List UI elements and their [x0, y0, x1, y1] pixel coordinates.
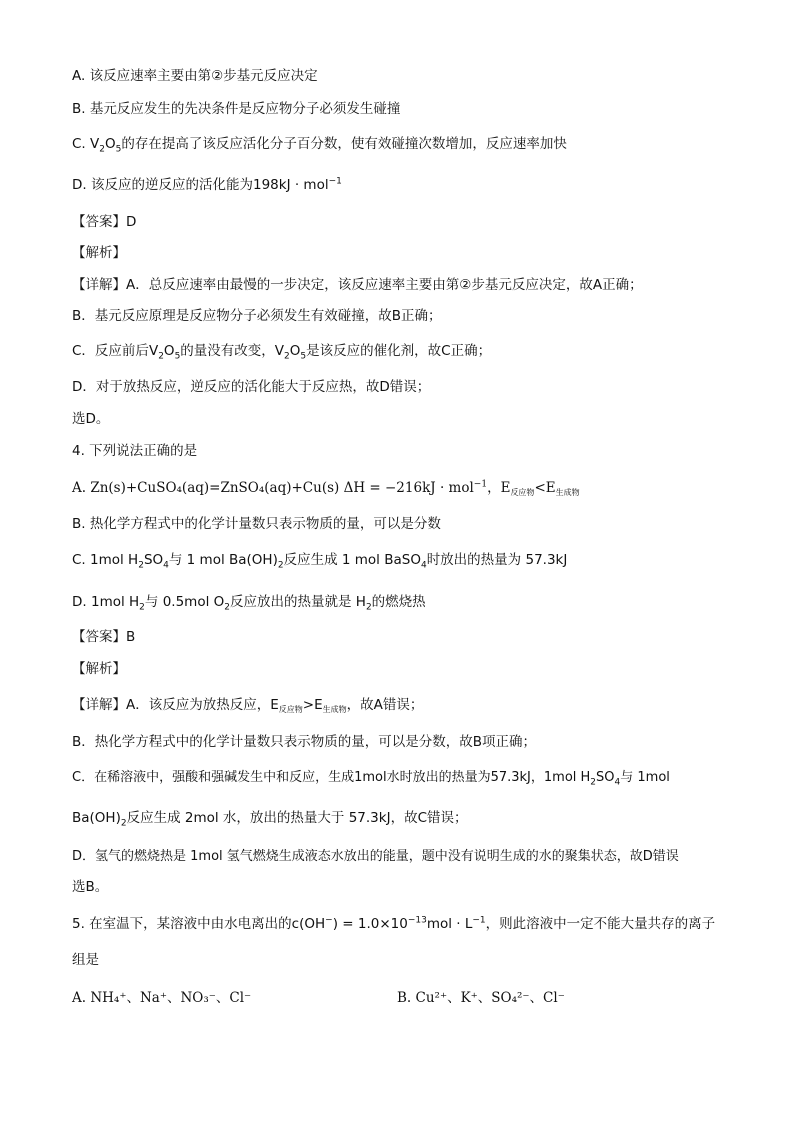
q4-analysis: 【解析】 — [72, 661, 126, 677]
q4-detail-c1: C．在稀溶液中，强酸和强碱发生中和反应，生成1mol水时放出的热量为57.3kJ，1mol $H_2SO_4$与 1mol — [72, 770, 670, 788]
q4-option-c: C. 1mol $H_2SO_4$与 1 mol $Ba(OH)_2$反应生成 1 mol BaSO$_4$时放出的热量为 57.3kJ — [72, 552, 568, 571]
q5-stem-pre: 5. 在室温下，某溶液中由水电离出的c(OH — [72, 916, 326, 932]
q4-answer: 【答案】B — [72, 629, 136, 645]
q4-detail-c2-post: 反应生成 2mol 水，放出的热量大于 57.3kJ，故C错误； — [126, 810, 468, 826]
q4-d-a: D. 1mol H — [72, 594, 140, 610]
q3-detail-c-mid: 的量没有改变， — [180, 343, 275, 359]
q4-detail-a-post: ，故A错误； — [346, 697, 424, 713]
q4-d-b: 与 0.5mol O — [144, 594, 225, 610]
q3-option-c-prefix: C. — [72, 136, 91, 152]
q4-c-a: C. 1mol H — [72, 552, 139, 568]
q4-option-a-sub2: 生成物 — [555, 488, 580, 497]
q4-option-d: D. 1mol $H_2$与 0.5mol $O_2$反应放出的热量就是 $H_2$的燃烧热 — [72, 594, 426, 613]
v2o5-formula: $V_2O_5$ — [90, 136, 122, 155]
q5-stem-sup2: −13 — [407, 915, 427, 926]
q5-option-a: A. NH₄⁺、Na⁺、NO₃⁻、Cl⁻ — [72, 990, 252, 1006]
q5-stem-unit: mol · L — [426, 916, 473, 932]
q4-option-b: B. 热化学方程式中的化学计量数只表示物质的量，可以是分数 — [72, 516, 441, 532]
q3-option-c — [72, 134, 567, 154]
q4-option-a-e: ，E — [487, 480, 511, 496]
q4-option-a-sub1: 反应物 — [510, 488, 535, 497]
q4-detail-c1-post: 与 1mol — [620, 770, 670, 785]
q3-detail-a: 【详解】A．总反应速率由最慢的一步决定，该反应速率主要由第②步基元反应决定，故A正确； — [72, 277, 643, 293]
q3-option-d — [72, 175, 342, 195]
q4-option-a-equation: A. Zn(s)+CuSO₄(aq)=ZnSO₄(aq)+Cu(s) ΔH = −216kJ · mol — [72, 480, 474, 496]
q4-c-d: 反应生成 1 mol BaSO — [283, 552, 421, 568]
q5-stem-sup1: − — [325, 915, 333, 926]
q4-detail-a-sub1: 反应物 — [278, 705, 303, 714]
q3-detail-c-pre: C．反应前后 — [72, 343, 149, 359]
q5-stem-line2: 组是 — [72, 952, 99, 968]
q4-detail-c1-b: SO — [596, 770, 615, 785]
q5-stem-sup3: −1 — [472, 915, 486, 926]
q4-detail-c2-pre: Ba(OH) — [72, 810, 121, 826]
q4-option-a-lt: <E — [534, 480, 556, 496]
q5-stem — [72, 914, 715, 934]
q5-option-b: B. Cu²⁺、K⁺、SO₄²⁻、Cl⁻ — [397, 990, 565, 1006]
q4-detail-a-sub2: 生成物 — [322, 705, 347, 714]
q3-detail-b: B．基元反应原理是反应物分子必须发生有效碰撞，故B正确； — [72, 308, 442, 324]
q5-stem-post: ，则此溶液中一定不能大量共存的离子 — [485, 916, 716, 932]
q4-detail-c1-pre: C．在稀溶液中，强酸和强碱发生中和反应，生成1mol水时放出的热量为57.3kJ，1mol H — [72, 770, 591, 785]
q4-detail-b: B．热化学方程式中的化学计量数只表示物质的量，可以是分数，故B项正确； — [72, 734, 537, 750]
q4-option-a-sup: −1 — [473, 479, 488, 490]
q4-option-a — [72, 478, 580, 498]
q4-detail-a-pre: 【详解】A．该反应为放热反应，E — [72, 697, 279, 713]
q4-choose: 选B。 — [72, 879, 109, 895]
q3-answer: 【答案】D — [72, 214, 137, 230]
q3-detail-c: C．反应前后$V_2O_5$的量没有改变，$V_2O_5$是该反应的催化剂，故C正确； — [72, 343, 492, 362]
q3-choose: 选D。 — [72, 411, 110, 427]
q3-option-d-sup: −1 — [328, 176, 342, 187]
q4-c-e: 时放出的热量为 57.3kJ — [426, 552, 568, 568]
q3-option-d-text: D. 该反应的逆反应的活化能为198kJ · mol — [72, 177, 329, 193]
q3-option-b: B. 基元反应发生的先决条件是反应物分子必须发生碰撞 — [72, 101, 401, 117]
q5-stem-mid: ) = 1.0×10 — [332, 916, 408, 932]
q4-c-c: 与 1 mol Ba(OH) — [168, 552, 278, 568]
q4-stem: 4. 下列说法正确的是 — [72, 443, 198, 459]
q4-d-c: 反应放出的热量就是 H — [229, 594, 366, 610]
q4-d-d: 的燃烧热 — [371, 594, 426, 610]
q4-detail-a — [72, 695, 423, 715]
q4-c-b: SO — [143, 552, 164, 568]
q3-option-a: A. 该反应速率主要由第②步基元反应决定 — [72, 68, 318, 84]
q3-analysis: 【解析】 — [72, 245, 126, 261]
q4-detail-a-gt: >E — [302, 697, 323, 713]
q3-detail-c-post: 是该反应的催化剂，故C正确； — [306, 343, 492, 359]
q3-detail-d: D．对于放热反应，逆反应的活化能大于反应热，故D错误； — [72, 379, 431, 395]
q3-option-c-text: 的存在提高了该反应活化分子百分数，使有效碰撞次数增加，反应速率加快 — [121, 136, 567, 152]
q4-detail-c2: $Ba(OH)_2$反应生成 2mol 水，放出的热量大于 57.3kJ，故C错误； — [72, 810, 468, 829]
q4-detail-d: D．氢气的燃烧热是 1mol 氢气燃烧生成液态水放出的能量，题中没有说明生成的水的聚集状态，故D错误 — [72, 849, 679, 864]
